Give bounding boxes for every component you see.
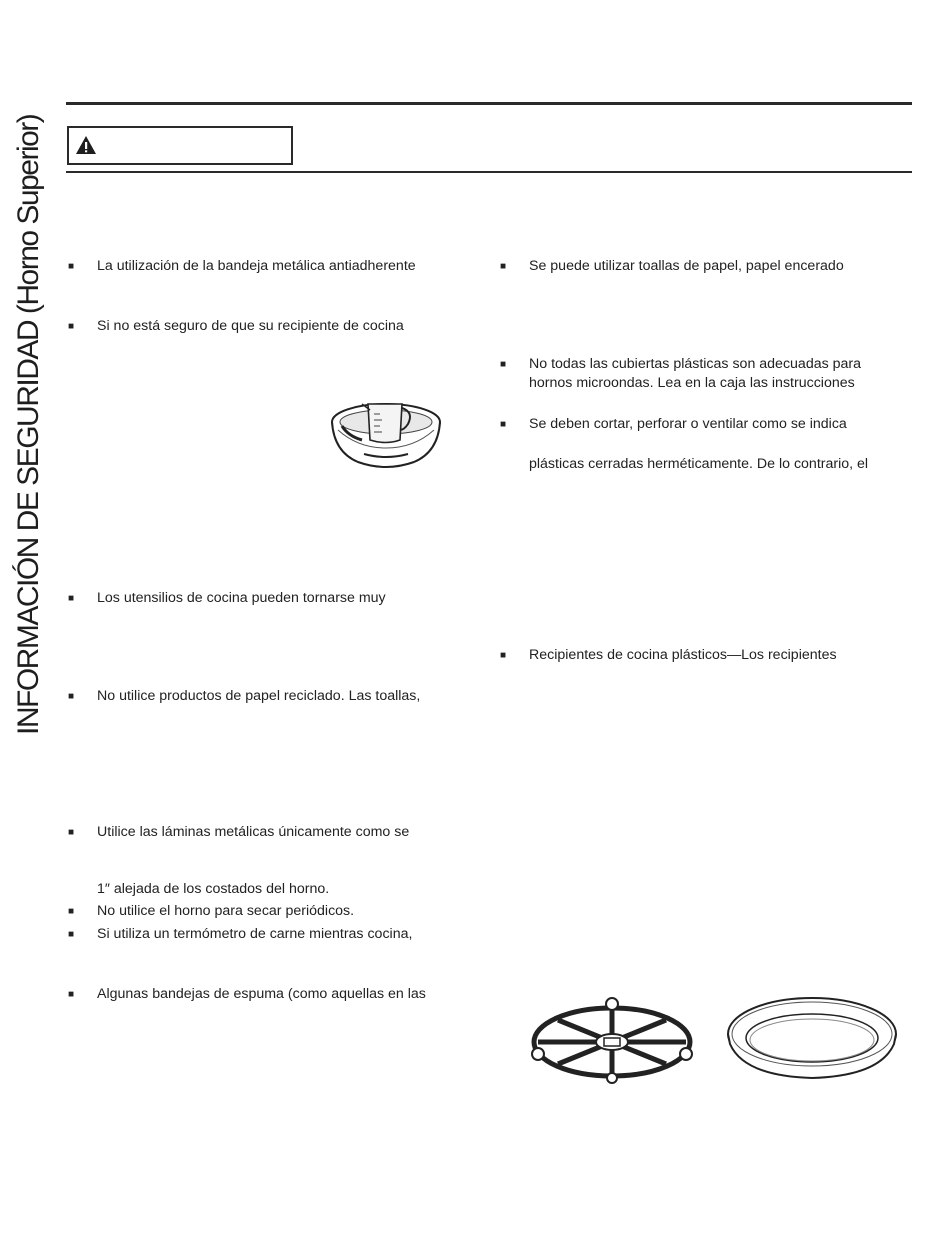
list-item-text: Se deben cortar, perforar o ventilar como se indica (529, 416, 847, 432)
list-item-continuation: 1″ alejada de los costados del horno. (97, 881, 330, 897)
section-side-title (12, 35, 46, 735)
warning-triangle-icon (75, 135, 97, 155)
glass-turntable-tray-illustration (724, 994, 900, 1082)
list-item-text: Los utensilios de cocina pueden tornarse muy (97, 590, 386, 606)
list-item-text: Utilice las láminas metálicas únicamente como se (97, 824, 410, 840)
bullet-icon: ■ (68, 827, 75, 838)
list-item-text: Si utiliza un termómetro de carne mientras cocina, (97, 926, 413, 942)
header-rule-bottom (66, 171, 912, 173)
list-item-text: No todas las cubiertas plásticas son adecuadas para (529, 356, 862, 372)
list-item-text: La utilización de la bandeja metálica antiadherente (97, 258, 416, 274)
bullet-icon: ■ (500, 650, 507, 661)
turntable-support-ring-illustration (528, 996, 696, 1084)
side-title-main: INFORMACIÓN DE SEGURIDAD (12, 320, 45, 735)
bullet-icon: ■ (68, 261, 75, 272)
bullet-icon: ■ (500, 261, 507, 272)
bullet-icon: ■ (68, 691, 75, 702)
warning-label-box (67, 126, 293, 165)
list-item-continuation: hornos microondas. Lea en la caja las instrucciones (529, 375, 855, 391)
list-item-continuation: plásticas cerradas herméticamente. De lo contrario, el (529, 456, 869, 472)
bullet-icon: ■ (68, 321, 75, 332)
list-item-text: Recipientes de cocina plásticos—Los recipientes (529, 647, 837, 663)
measuring-cup-in-bowl-illustration (328, 390, 444, 470)
bullet-icon: ■ (68, 929, 75, 940)
list-item-text: Se puede utilizar toallas de papel, papel encerado (529, 258, 844, 274)
bullet-icon: ■ (500, 419, 507, 430)
side-title-sub: (Horno Superior) (12, 114, 45, 315)
header-rule-top (66, 102, 912, 105)
list-item-text: No utilice el horno para secar periódicos. (97, 903, 355, 919)
bullet-icon: ■ (68, 906, 75, 917)
list-item-text: Algunas bandejas de espuma (como aquellas en las (97, 986, 426, 1002)
list-item-text: Si no está seguro de que su recipiente de cocina (97, 318, 404, 334)
list-item-text: No utilice productos de papel reciclado. Las toallas, (97, 688, 421, 704)
bullet-icon: ■ (68, 989, 75, 1000)
bullet-icon: ■ (500, 359, 507, 370)
bullet-icon: ■ (68, 593, 75, 604)
